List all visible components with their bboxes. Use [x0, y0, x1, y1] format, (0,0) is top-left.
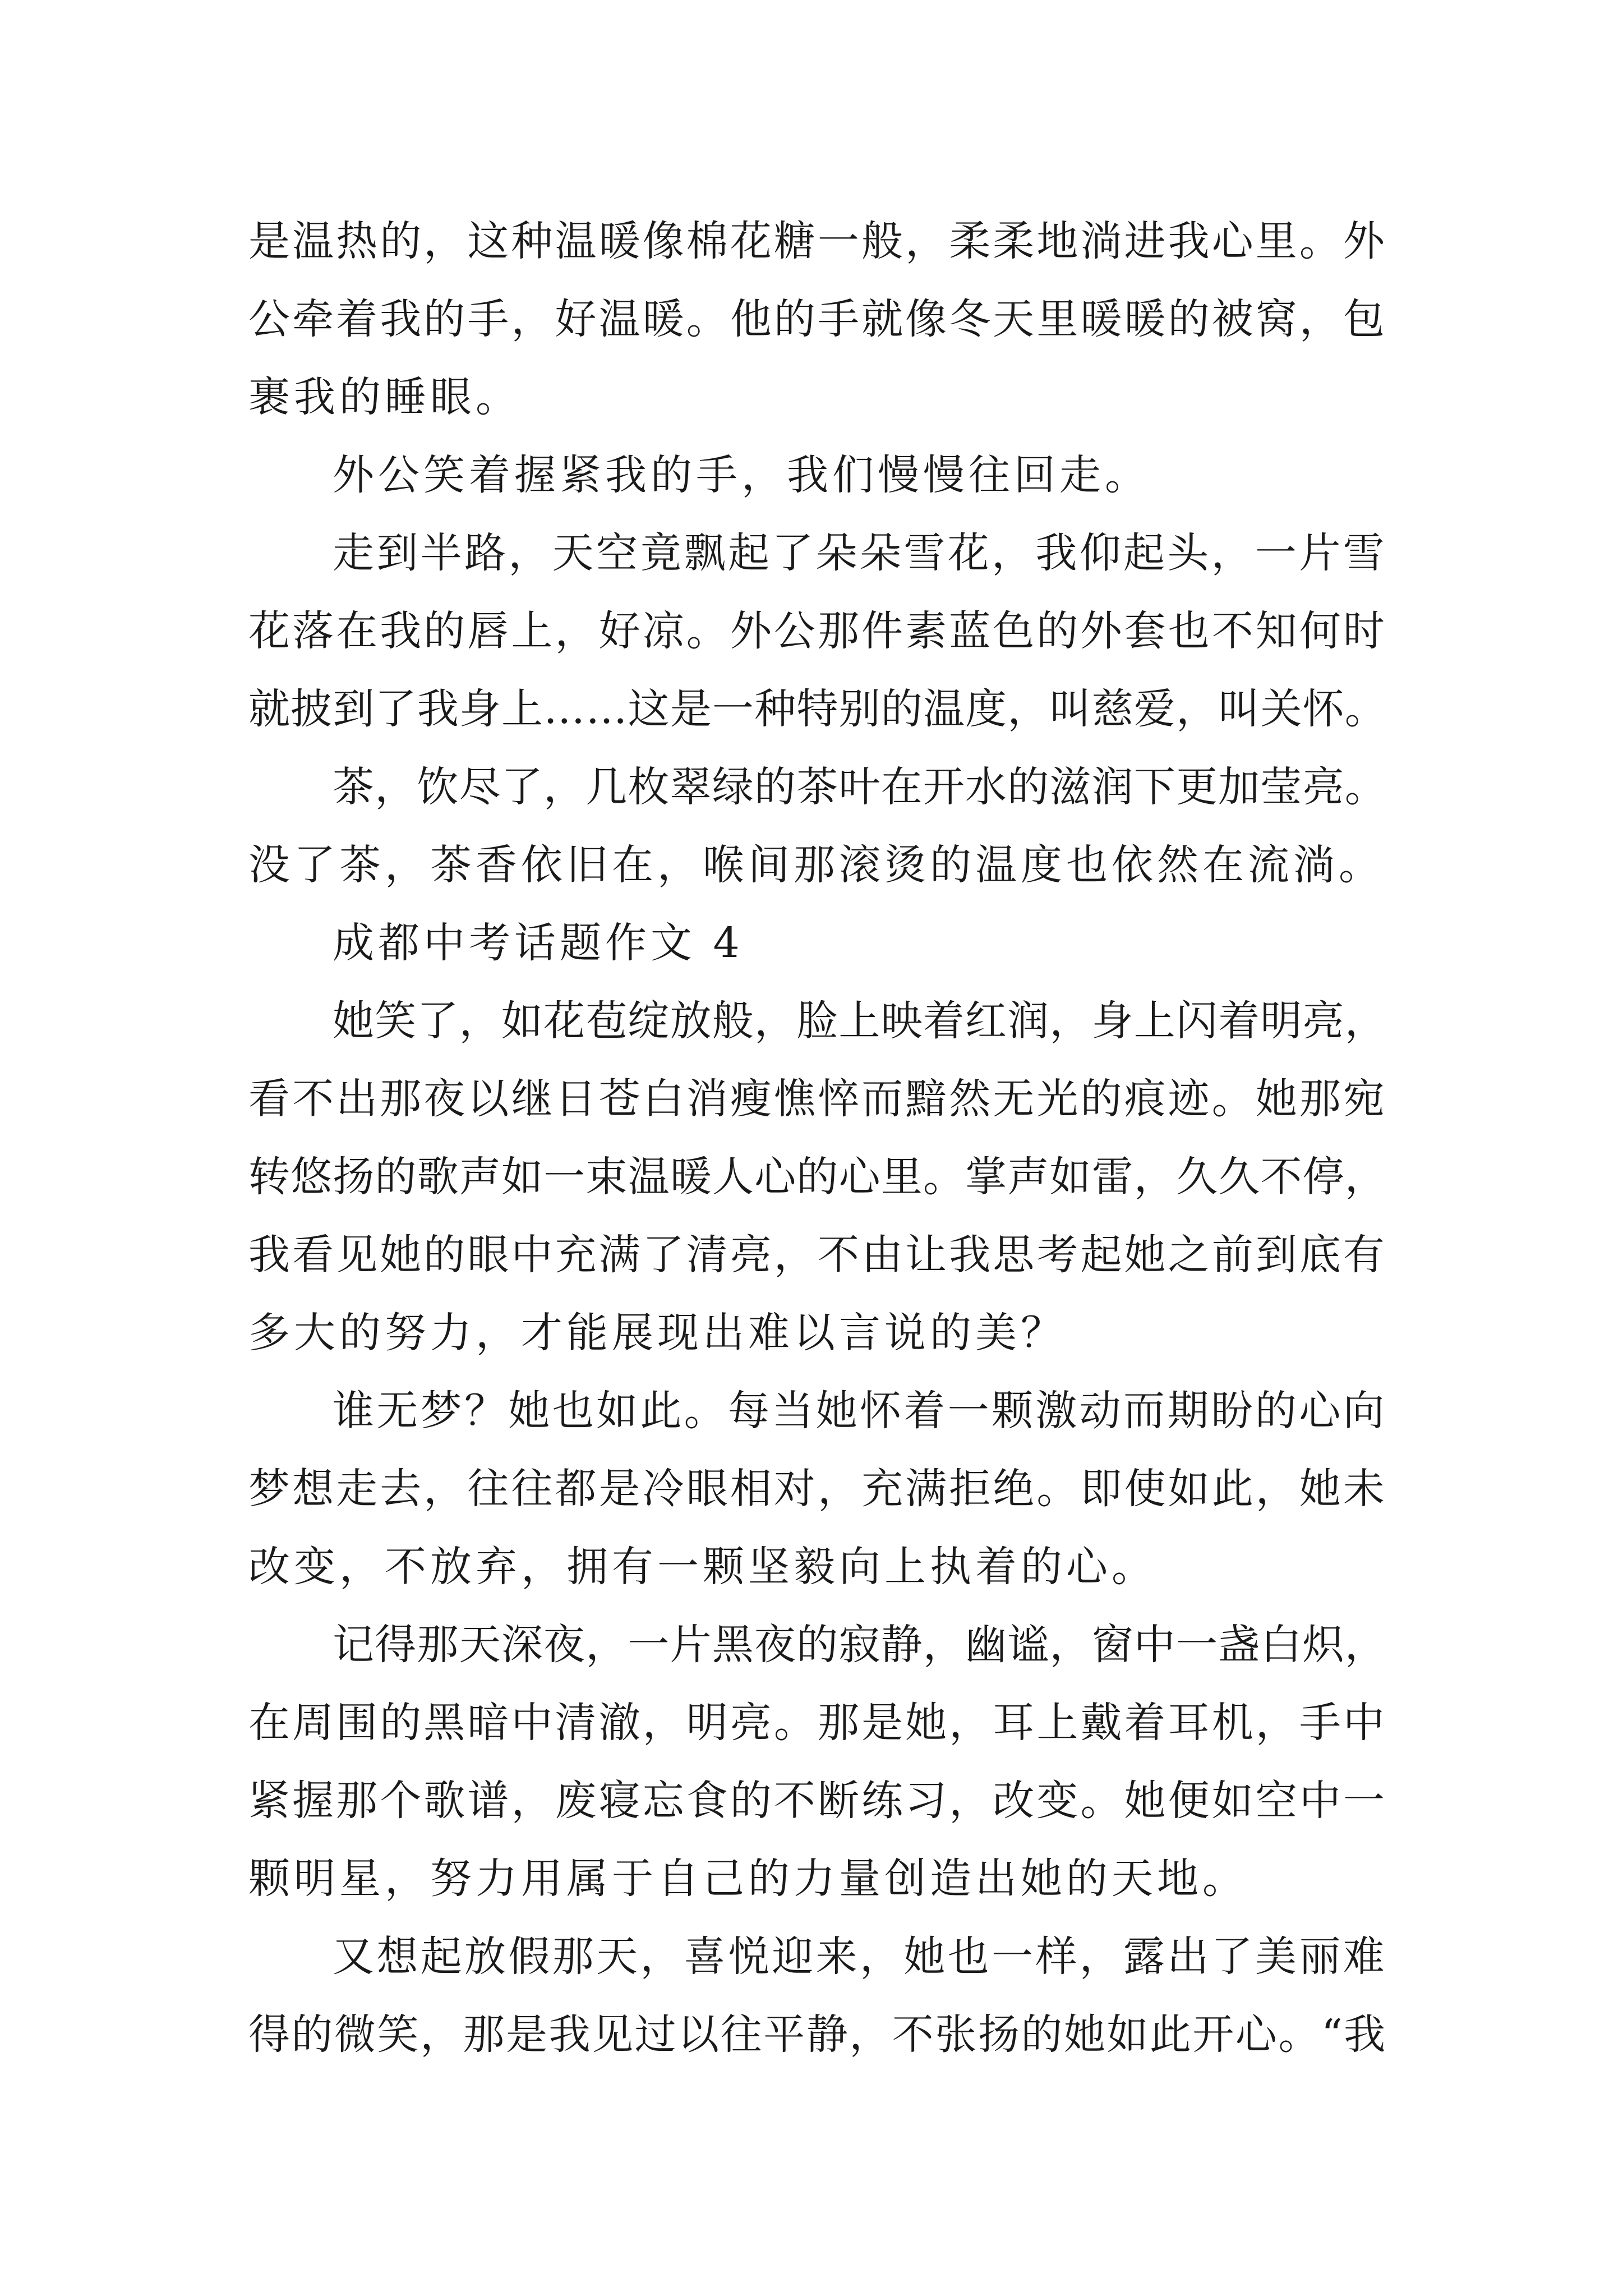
text-line: 裹我的睡眼。	[248, 373, 521, 421]
text-line: 得的微笑，那是我见过以往平静，不张扬的她如此开心。“我	[248, 2010, 1387, 2059]
text-line: 是温热的，这种温暖像棉花糖一般，柔柔地淌进我心里。外	[248, 217, 1387, 265]
text-line: 我看见她的眼中充满了清亮，不由让我思考起她之前到底有	[248, 1231, 1387, 1279]
text-line: 她笑了，如花苞绽放般，脸上映着红润，身上闪着明亮，	[333, 997, 1387, 1045]
text-line: 又想起放假那天，喜悦迎来，她也一样，露出了美丽难	[333, 1932, 1387, 1981]
text-line: 改变，不放弃，拥有一颗坚毅向上执着的心。	[248, 1543, 1157, 1591]
text-line: 就披到了我身上……这是一种特别的温度，叫慈爱，叫关怀。	[248, 685, 1387, 733]
text-line: 茶，饮尽了，几枚翠绿的茶叶在开水的滋润下更加莹亮。	[333, 763, 1387, 811]
text-line: 谁无梦？她也如此。每当她怀着一颗激动而期盼的心向	[333, 1387, 1387, 1435]
text-line: 走到半路，天空竟飘起了朵朵雪花，我仰起头，一片雪	[333, 529, 1387, 577]
section-heading: 成都中考话题作文 4	[333, 919, 744, 967]
text-line: 梦想走去，往往都是冷眼相对，充满拒绝。即使如此，她未	[248, 1465, 1387, 1513]
text-line: 看不出那夜以继日苍白消瘦憔悴而黯然无光的痕迹。她那宛	[248, 1075, 1387, 1123]
text-line: 颗明星，努力用属于自己的力量创造出她的天地。	[248, 1855, 1248, 1903]
text-line: 没了茶，茶香依旧在，喉间那滚烫的温度也依然在流淌。	[248, 841, 1384, 889]
text-line: 花落在我的唇上，好凉。外公那件素蓝色的外套也不知何时	[248, 607, 1387, 655]
text-line: 紧握那个歌谱，废寝忘食的不断练习，改变。她便如空中一	[248, 1777, 1387, 1825]
text-line: 记得那天深夜，一片黑夜的寂静，幽谧，窗中一盏白炽，	[333, 1621, 1387, 1669]
text-line: 外公笑着握紧我的手，我们慢慢往回走。	[333, 451, 1150, 499]
text-line: 公牵着我的手，好温暖。他的手就像冬天里暖暖的被窝，包	[248, 295, 1387, 343]
text-line: 多大的努力，才能展现出难以言说的美？	[248, 1309, 1066, 1357]
text-line: 转悠扬的歌声如一束温暖人心的心里。掌声如雷，久久不停，	[248, 1153, 1387, 1201]
text-line: 在周围的黑暗中清澈，明亮。那是她，耳上戴着耳机，手中	[248, 1699, 1387, 1747]
